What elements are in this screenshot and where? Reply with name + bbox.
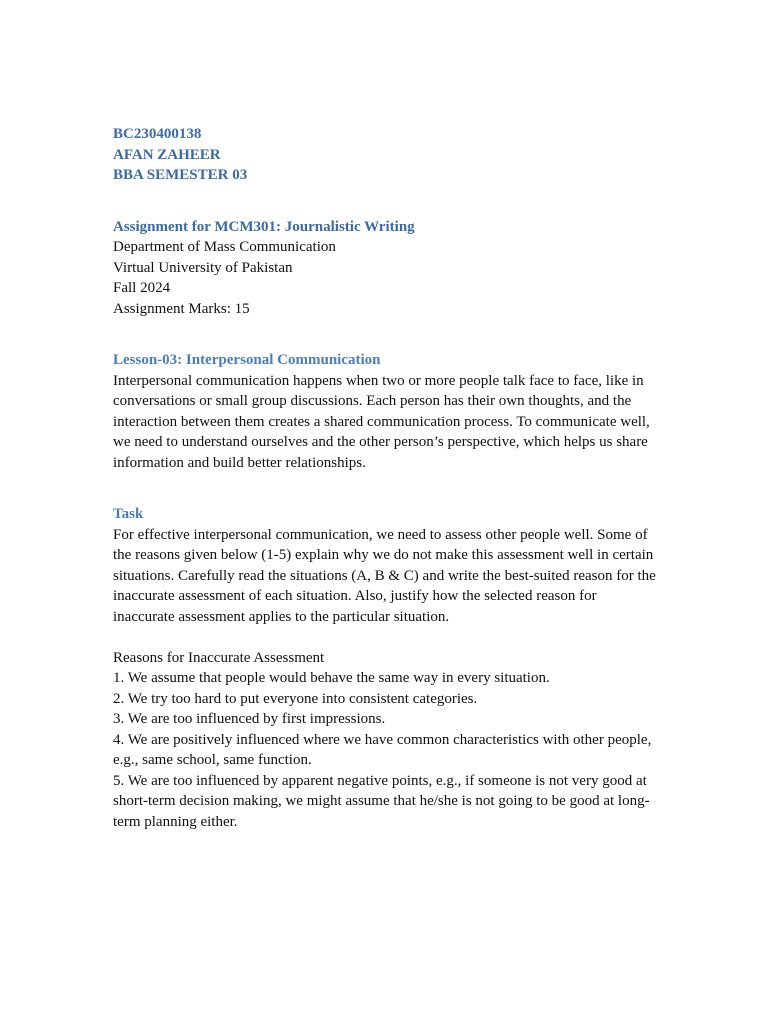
document-page — [113, 124, 661, 832]
reason-item: 5. We are too influenced by apparent negative points, e.g., if someone is not very good at short-term decision making, we might assume that he/she is not going to be good at long-term planning either. — [113, 772, 650, 830]
student-name: AFAN ZAHEER — [113, 146, 221, 163]
reason-item: 3. We are too influenced by first impressions. — [113, 711, 386, 727]
assignment-info — [113, 217, 661, 320]
task-section — [113, 504, 661, 627]
reasons-heading: Reasons for Inaccurate Assessment — [113, 649, 325, 666]
spacer — [113, 319, 661, 350]
task-heading: Task — [113, 506, 144, 522]
assignment-title: Assignment for MCM301: Journalistic Writing — [113, 218, 415, 235]
task-body: For effective interpersonal communication, we need to assess other people well. Some of the reasons given below (1-5) explain why we do not make this assessment well in certain situations. Carefully read the situations (A, B & C) and write the best-suited reason for the inaccurate assessment of each situation. Also, justify how the selected reason for inaccurate assessment applies to the particular situation. — [113, 526, 656, 625]
assignment-marks: Assignment Marks: 15 — [113, 300, 250, 317]
student-info — [113, 124, 661, 186]
assignment-term: Fall 2024 — [113, 280, 171, 296]
assignment-university: Virtual University of Pakistan — [113, 259, 293, 276]
student-id: BC230400138 — [113, 126, 202, 142]
reason-item: 2. We try too hard to put everyone into consistent categories. — [113, 690, 478, 707]
reasons-section — [113, 648, 661, 833]
spacer — [113, 473, 661, 504]
spacer — [113, 186, 661, 217]
spacer — [113, 627, 661, 648]
lesson-body: Interpersonal communication happens when two or more people talk face to face, like in conversations or small group discussions. Each person has their own thoughts, and the interaction between them creates a shared communication process. To communicate well, we need to understand ourselves and the other person’s perspective, which helps us share information and build better relationships. — [113, 372, 650, 471]
lesson-section — [113, 350, 661, 473]
reason-item: 4. We are positively influenced where we have common characteristics with other people, e.g., same school, same function. — [113, 731, 652, 768]
assignment-department: Department of Mass Communication — [113, 239, 336, 255]
reason-item: 1. We assume that people would behave the same way in every situation. — [113, 670, 550, 686]
student-program: BBA SEMESTER 03 — [113, 167, 248, 183]
lesson-heading: Lesson-03: Interpersonal Communication — [113, 352, 381, 368]
